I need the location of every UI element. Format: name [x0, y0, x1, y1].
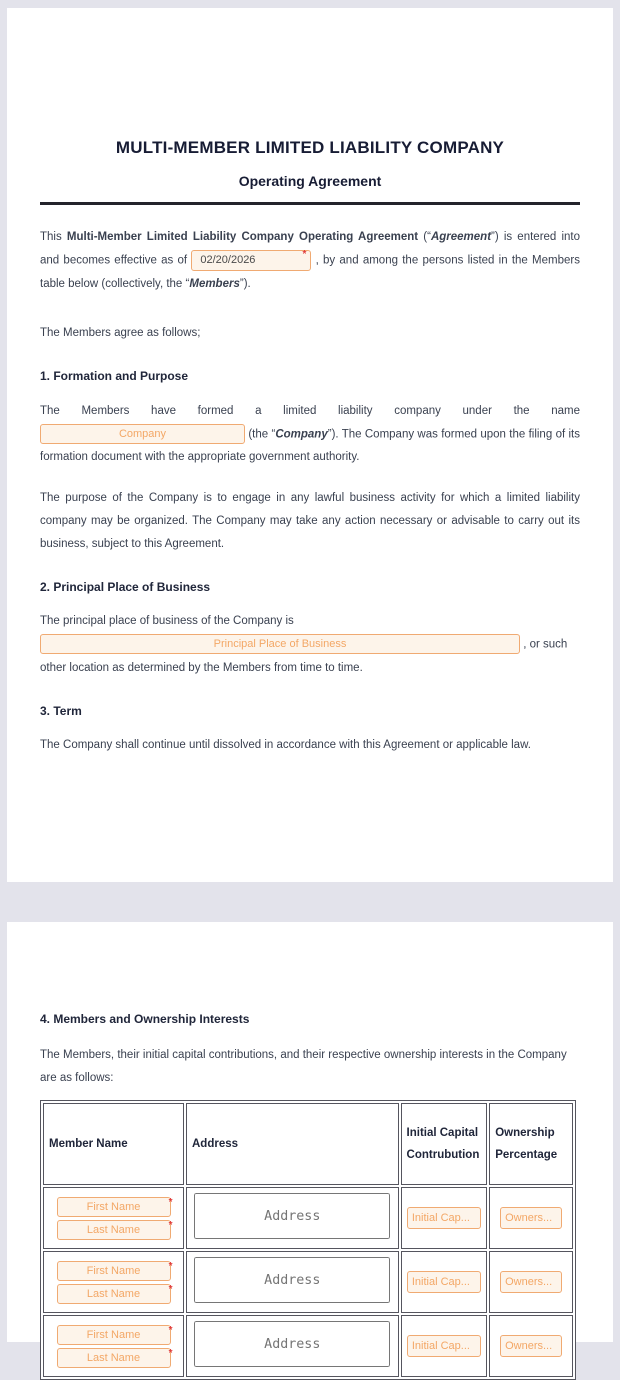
- col-header-address: Address: [186, 1103, 399, 1185]
- ownership-input[interactable]: [500, 1271, 562, 1293]
- first-name-field: [53, 1197, 175, 1217]
- ownership-cell: [489, 1251, 573, 1313]
- initial-capital-input[interactable]: [407, 1207, 481, 1229]
- required-asterisk: *: [168, 1196, 173, 1208]
- required-asterisk: *: [168, 1219, 173, 1231]
- initial-capital-input[interactable]: [407, 1271, 481, 1293]
- ownership-cell: [489, 1187, 573, 1249]
- agree-line: The Members agree as follows;: [40, 326, 201, 339]
- member-address-cell: [186, 1187, 399, 1249]
- last-name-field: [53, 1284, 175, 1304]
- required-asterisk: *: [302, 249, 307, 260]
- purpose-paragraph: The purpose of the Company is to engage in any lawful business activity for which a limited liability company may be organized. The Company may take any action necessary or advisable to carry out its business, subject to this Agreement.: [40, 492, 580, 551]
- required-asterisk: *: [168, 1347, 173, 1359]
- first-name-field: [53, 1325, 175, 1345]
- principal-place-field: [40, 633, 520, 656]
- first-name-field: [53, 1261, 175, 1281]
- formation-paragraph: [40, 400, 580, 470]
- intro-text: ”).: [239, 277, 251, 290]
- first-name-input[interactable]: [57, 1261, 171, 1281]
- document-title: MULTI-MEMBER LIMITED LIABILITY COMPANY: [115, 138, 505, 157]
- col-header-ownership-percentage: Ownership Percentage: [489, 1103, 573, 1185]
- col-header-initial-capital: Initial Capital Contrubution: [401, 1103, 488, 1185]
- formation-text: The Members have formed a limited liability company under the name: [40, 404, 580, 417]
- intro-text: , by and among the persons listed in the Members table below (collectively, the “: [40, 254, 580, 290]
- member-row-3: [43, 1315, 573, 1377]
- term-paragraph: The Company shall continue until dissolved in accordance with this Agreement or applicable law.: [40, 738, 531, 751]
- last-name-field: [53, 1220, 175, 1240]
- section-heading-formation: 1. Formation and Purpose: [40, 368, 189, 383]
- intro-agreement-name: Multi-Member Limited Liability Company Operating Agreement: [66, 231, 419, 243]
- intro-text: (“: [418, 231, 431, 243]
- formation-text: (the “: [248, 428, 276, 441]
- first-name-input[interactable]: [57, 1197, 171, 1217]
- member-name-cell: [43, 1251, 184, 1313]
- members-table: [40, 1100, 576, 1380]
- col-header-member-name: Member Name: [43, 1103, 184, 1185]
- required-asterisk: *: [168, 1324, 173, 1336]
- initial-capital-cell: [401, 1251, 488, 1313]
- ownership-input[interactable]: [500, 1207, 562, 1229]
- effective-date-input[interactable]: [191, 250, 311, 271]
- member-address-cell: [186, 1315, 399, 1377]
- member-name-cell: [43, 1187, 184, 1249]
- effective-date-field: [191, 249, 311, 272]
- document-subtitle: Operating Agreement: [238, 173, 382, 189]
- intro-paragraph: [40, 226, 580, 296]
- first-name-input[interactable]: [57, 1325, 171, 1345]
- required-asterisk: *: [168, 1260, 173, 1272]
- ownership-cell: [489, 1315, 573, 1377]
- intro-text: ”) is entered into and becomes effective as of: [40, 231, 581, 267]
- principal-paragraph: [40, 610, 580, 680]
- document-page-2: [7, 922, 613, 1359]
- initial-capital-cell: [401, 1315, 488, 1377]
- last-name-input[interactable]: [57, 1348, 171, 1368]
- document-page-1: [7, 8, 613, 882]
- members-intro-paragraph: The Members, their initial capital contributions, and their respective ownership interests in the Company are as follows:: [40, 1049, 567, 1084]
- principal-text: The principal place of business of the Company is: [40, 615, 294, 628]
- principal-place-input[interactable]: [40, 634, 520, 654]
- intro-text: This: [40, 231, 67, 243]
- required-asterisk: *: [168, 1283, 173, 1295]
- defined-term-agreement: Agreement: [430, 231, 492, 243]
- member-row-1: [43, 1187, 573, 1249]
- section-heading-members: 4. Members and Ownership Interests: [40, 1012, 250, 1026]
- ownership-input[interactable]: [500, 1335, 562, 1357]
- title-divider: [40, 202, 580, 205]
- members-table-header-row: [43, 1103, 573, 1185]
- formation-text: ”). The Company was formed upon the filing of its formation document with the appropriate government authority.: [40, 428, 580, 464]
- page-break-gap: [0, 882, 620, 898]
- company-name-field: [40, 423, 245, 446]
- last-name-input[interactable]: [57, 1220, 171, 1240]
- last-name-input[interactable]: [57, 1284, 171, 1304]
- company-name-input[interactable]: [40, 424, 245, 444]
- section-heading-principal: 2. Principal Place of Business: [40, 580, 211, 595]
- defined-term-members: Members: [189, 277, 240, 290]
- member-address-cell: [186, 1251, 399, 1313]
- member-row-2: [43, 1251, 573, 1313]
- initial-capital-input[interactable]: [407, 1335, 481, 1357]
- initial-capital-cell: [401, 1187, 488, 1249]
- address-input[interactable]: [194, 1193, 390, 1239]
- principal-text: , or such other location as determined by the Members from time to time.: [40, 638, 568, 674]
- address-input[interactable]: [194, 1321, 390, 1367]
- member-name-cell: [43, 1315, 184, 1377]
- section-heading-term: 3. Term: [40, 703, 82, 718]
- address-input[interactable]: [194, 1257, 390, 1303]
- defined-term-company: Company: [275, 428, 328, 441]
- form-viewport: [0, 8, 620, 1359]
- last-name-field: [53, 1348, 175, 1368]
